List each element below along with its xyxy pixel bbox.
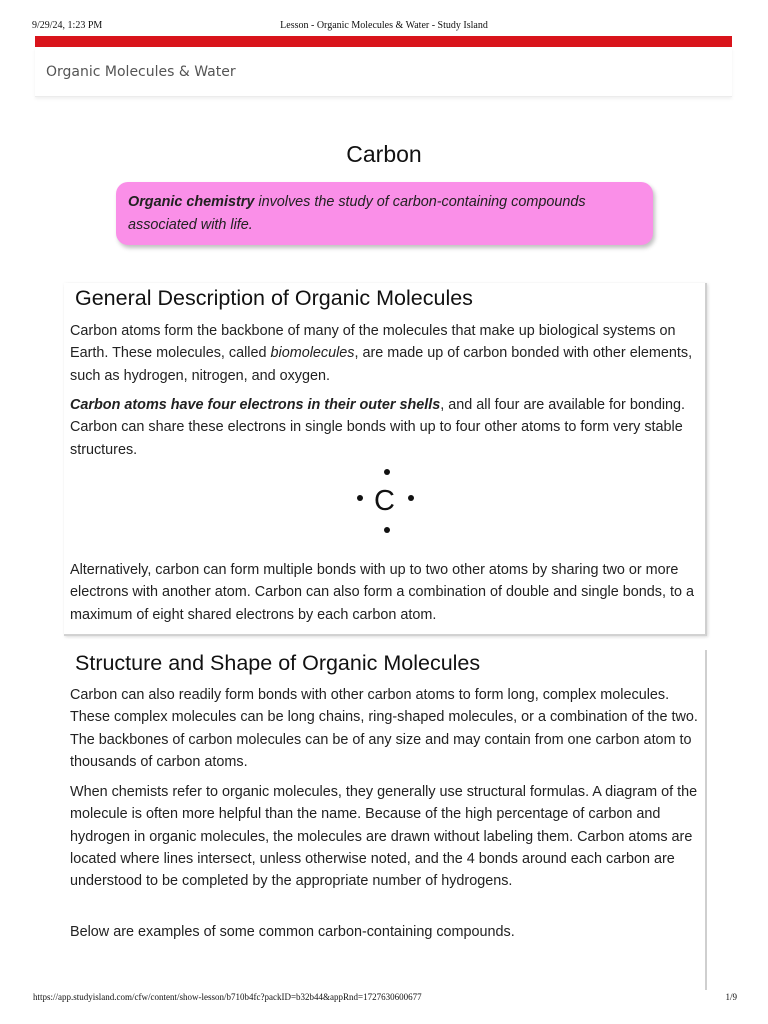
section-heading-structure-and-shape: Structure and Shape of Organic Molecules (75, 651, 481, 675)
print-header (0, 0, 768, 36)
paragraph-text: , and all four are available for bonding. Carbon can share these electrons in single bonds with up to four other atoms to form very stable structures. (70, 397, 686, 458)
paragraph-text: , are made up of carbon bonded with other elements, such as hydrogen, nitrogen, and oxygen. (70, 345, 693, 384)
section-card-structure-and-shape (64, 650, 707, 990)
paragraph: Below are examples of some common carbon-containing compounds. (70, 924, 515, 940)
brand-accent-bar (35, 36, 732, 47)
electron-dot (384, 469, 390, 475)
print-datetime: 9/29/24, 1:23 PM (32, 20, 103, 31)
paragraph (70, 394, 702, 461)
section-heading-general-description: General Description of Organic Molecules (75, 286, 473, 310)
callout-term: Organic chemistry (128, 194, 255, 210)
print-url: https://app.studyisland.com/cfw/content/show-lesson/b710b4fc?packID=b32b44&appRnd=1727630600677 (33, 992, 422, 1002)
carbon-symbol: C (374, 485, 395, 517)
print-page-title: Lesson - Organic Molecules & Water - Study Island (280, 20, 488, 31)
electron-dot (384, 527, 390, 533)
paragraph: Alternatively, carbon can form multiple bonds with up to two other atoms by sharing two or more electrons with another atom. Carbon can also form a combination of double and single bonds, to a maximum of eight shared electrons by each carbon atom. (70, 562, 694, 623)
emphasis-four-electrons: Carbon atoms have four electrons in their outer shells (70, 397, 441, 413)
electron-dot (408, 495, 414, 501)
page-number: 1/9 (725, 992, 737, 1002)
callout-text: involves the study of carbon-containing compounds associated with life. (128, 194, 586, 233)
paragraph (70, 320, 702, 387)
page-title: Carbon (346, 141, 422, 167)
section-card-general-description (64, 283, 707, 636)
carbon-lewis-dot-diagram (354, 473, 424, 543)
emphasis-biomolecules: biomolecules (270, 345, 355, 362)
lesson-title: Organic Molecules & Water (46, 64, 236, 80)
electron-dot (357, 495, 363, 501)
paragraph: Carbon can also readily form bonds with other carbon atoms to form long, complex molecules. These complex molecules can be long chains, ring-shaped molecules, or a combination of the two. The backbones of carbon molecules can be of any size and may contain from one carbon atom to thousands of carbon atoms. (70, 687, 698, 770)
paragraph-text: Carbon atoms form the backbone of many of the molecules that make up biological systems on Earth. These molecules, called (70, 323, 676, 362)
paragraph: When chemists refer to organic molecules, they generally use structural formulas. A diagram of the molecule is often more helpful than the name. Because of the high percentage of carbon and hydrogen in organic molecules, the molecules are drawn without labeling them. Carbon atoms are located where lines intersect, unless otherwise noted, and the 4 bonds around each carbon are understood to be completed by the appropriate number of hydrogens. (70, 784, 698, 890)
lesson-title-bar (35, 47, 732, 97)
definition-callout (116, 182, 653, 245)
